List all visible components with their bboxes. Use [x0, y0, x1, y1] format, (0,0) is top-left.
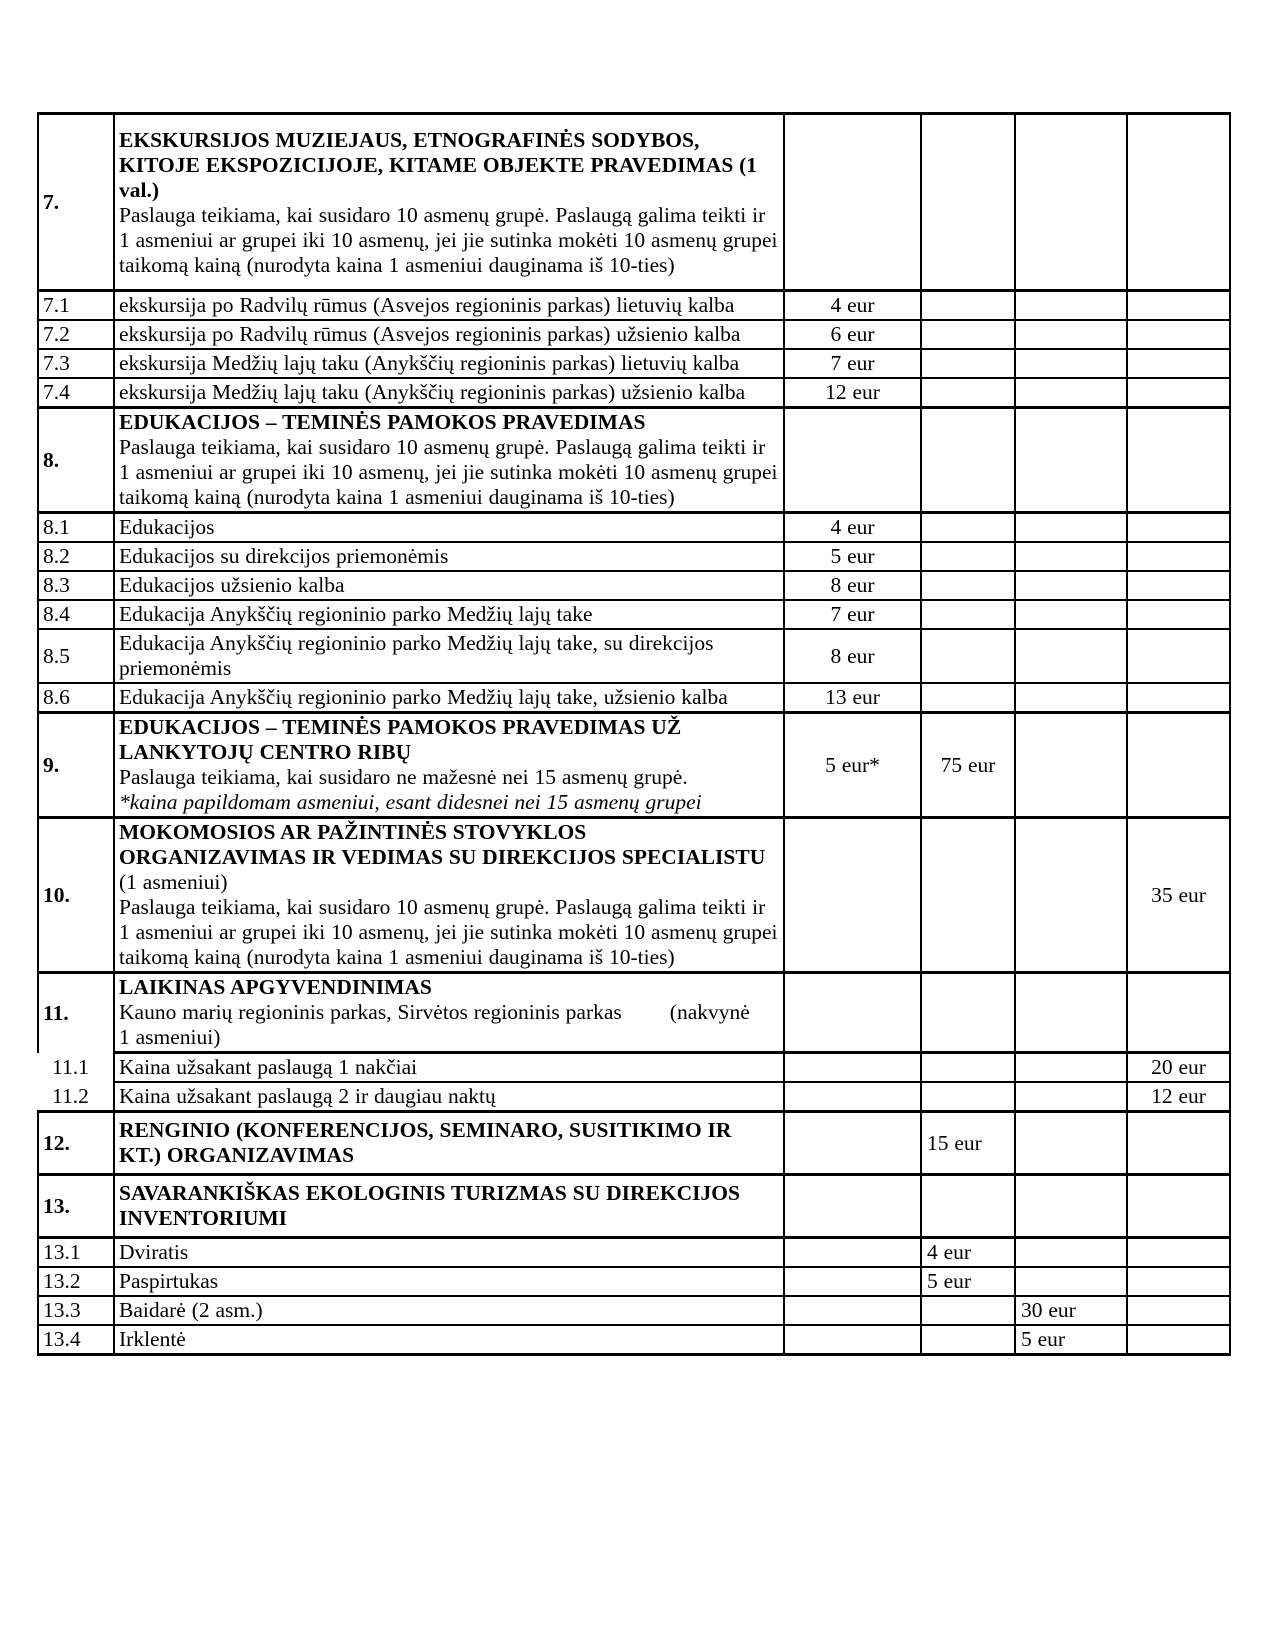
row-number-cell: 11.2	[38, 1082, 114, 1112]
price-cell-4	[1127, 1267, 1230, 1296]
price-cell-4	[1127, 378, 1230, 408]
price-cell-1	[784, 1053, 921, 1083]
price-cell-4: 35 eur	[1127, 818, 1230, 973]
description-text: Edukacijos užsienio kalba	[119, 573, 345, 597]
table-row-8.6	[38, 683, 1230, 713]
price-cell-4	[1127, 1175, 1230, 1238]
price-cell-3	[1015, 818, 1127, 973]
description-text: Edukacija Anykščių regioninio parko Medžių lajų take	[119, 602, 593, 626]
price-cell-4	[1127, 114, 1230, 291]
description-cell	[114, 818, 784, 973]
table-row-13.4	[38, 1325, 1230, 1355]
description-cell	[114, 513, 784, 543]
description-text: Edukacijos	[119, 515, 215, 539]
description-cell	[114, 349, 784, 378]
row-number-cell: 8.5	[38, 629, 114, 683]
price-cell-1	[784, 1082, 921, 1112]
description-text: Paslauga teikiama, kai susidaro ne mažesnė nei 15 asmenų grupė.	[119, 765, 688, 789]
price-cell-3	[1015, 600, 1127, 629]
price-cell-2	[921, 542, 1015, 571]
price-cell-3: 5 eur	[1015, 1325, 1127, 1355]
row-number-cell: 7.4	[38, 378, 114, 408]
price-cell-3	[1015, 408, 1127, 513]
row-number-cell: 13.3	[38, 1296, 114, 1325]
table-row-13.1	[38, 1238, 1230, 1268]
description-text: Paslauga teikiama, kai susidaro 10 asmenų grupė. Paslaugą galima teikti ir 1 asmeniui ar grupei iki 10 asmenų, jei jie sutinka mokėti 10 asmenų grupei taikomą kainą (nurodyta kaina 1 asmeniui dauginama iš 10-ties)	[119, 895, 778, 969]
price-cell-1	[784, 1325, 921, 1355]
description-text: ekskursija Medžių lajų taku (Anykščių regioninis parkas) lietuvių kalba	[119, 351, 740, 375]
row-number-cell: 7.	[38, 114, 114, 291]
description-cell	[114, 542, 784, 571]
description-text: ekskursija Medžių lajų taku (Anykščių regioninis parkas) užsienio kalba	[119, 380, 746, 404]
description-text: (nakvynė	[669, 1000, 750, 1024]
table-row-13.3	[38, 1296, 1230, 1325]
price-cell-2	[921, 513, 1015, 543]
price-cell-3: 30 eur	[1015, 1296, 1127, 1325]
price-table-body	[38, 114, 1230, 1355]
row-number-cell: 8.4	[38, 600, 114, 629]
description-text: (1 asmeniui)	[119, 870, 228, 894]
price-cell-1: 8 eur	[784, 571, 921, 600]
row-number-cell: 11.1	[38, 1053, 114, 1083]
price-cell-1: 12 eur	[784, 378, 921, 408]
description-cell	[114, 320, 784, 349]
description-title-text: RENGINIO (KONFERENCIJOS, SEMINARO, SUSITIKIMO IR KT.) ORGANIZAVIMAS	[119, 1118, 732, 1167]
table-row-8	[38, 408, 1230, 513]
table-row-7	[38, 114, 1230, 291]
description-title-text: EDUKACIJOS – TEMINĖS PAMOKOS PRAVEDIMAS UŽ LANKYTOJŲ CENTRO RIBŲ	[119, 715, 682, 764]
table-row-8.3	[38, 571, 1230, 600]
description-footnote-text: *kaina papildomam asmeniui, esant didesnei nei 15 asmenų grupei	[119, 790, 702, 814]
description-cell	[114, 683, 784, 713]
description-cell	[114, 713, 784, 818]
table-row-10	[38, 818, 1230, 973]
table-row-8.2	[38, 542, 1230, 571]
description-text: Kaina užsakant paslaugą 2 ir daugiau naktų	[119, 1084, 496, 1108]
price-cell-4	[1127, 629, 1230, 683]
price-cell-3	[1015, 1112, 1127, 1175]
description-text: ekskursija po Radvilų rūmus (Asvejos regioninis parkas) lietuvių kalba	[119, 293, 735, 317]
row-number-cell: 7.1	[38, 291, 114, 321]
description-cell	[114, 1112, 784, 1175]
description-cell	[114, 1325, 784, 1355]
price-cell-4	[1127, 1296, 1230, 1325]
price-cell-2	[921, 378, 1015, 408]
description-cell	[114, 571, 784, 600]
price-cell-3	[1015, 1238, 1127, 1268]
price-cell-1	[784, 1175, 921, 1238]
table-row-8.1	[38, 513, 1230, 543]
table-row-7.3	[38, 349, 1230, 378]
row-number-cell: 8.2	[38, 542, 114, 571]
description-title-text: EKSKURSIJOS MUZIEJAUS, ETNOGRAFINĖS SODYBOS, KITOJE EKSPOZICIJOJE, KITAME OBJEKTE PRAVEDIMAS (1 val.)	[119, 128, 758, 202]
price-cell-3	[1015, 973, 1127, 1053]
price-cell-3	[1015, 1053, 1127, 1083]
price-cell-2: 15 eur	[921, 1112, 1015, 1175]
table-row-11.2	[38, 1082, 1230, 1112]
price-cell-2	[921, 629, 1015, 683]
price-cell-2	[921, 1053, 1015, 1083]
price-cell-1	[784, 1267, 921, 1296]
row-number-cell: 7.3	[38, 349, 114, 378]
price-cell-1	[784, 1296, 921, 1325]
description-text: Paspirtukas	[119, 1269, 219, 1293]
table-row-7.4	[38, 378, 1230, 408]
price-cell-1: 4 eur	[784, 291, 921, 321]
price-cell-4	[1127, 973, 1230, 1053]
row-number-cell: 10.	[38, 818, 114, 973]
description-cell	[114, 600, 784, 629]
description-title-text: MOKOMOSIOS AR PAŽINTINĖS STOVYKLOS ORGANIZAVIMAS IR VEDIMAS SU DIREKCIJOS SPECIALISTU	[119, 820, 766, 869]
price-cell-4	[1127, 683, 1230, 713]
price-cell-4	[1127, 542, 1230, 571]
table-row-9	[38, 713, 1230, 818]
price-cell-1: 7 eur	[784, 349, 921, 378]
price-cell-2	[921, 114, 1015, 291]
price-cell-1	[784, 818, 921, 973]
row-number-cell: 13.2	[38, 1267, 114, 1296]
price-cell-3	[1015, 114, 1127, 291]
price-cell-1: 5 eur	[784, 542, 921, 571]
price-cell-1	[784, 1112, 921, 1175]
price-cell-2	[921, 1296, 1015, 1325]
price-cell-3	[1015, 1267, 1127, 1296]
price-cell-2	[921, 1325, 1015, 1355]
price-cell-3	[1015, 1082, 1127, 1112]
description-cell	[114, 408, 784, 513]
description-title-text: LAIKINAS APGYVENDINIMAS	[119, 975, 432, 999]
price-cell-2	[921, 349, 1015, 378]
price-cell-3	[1015, 571, 1127, 600]
price-cell-2	[921, 600, 1015, 629]
table-row-11.1	[38, 1053, 1230, 1083]
description-text: 1 asmeniui)	[119, 1025, 221, 1049]
price-cell-3	[1015, 320, 1127, 349]
description-text: Paslauga teikiama, kai susidaro 10 asmenų grupė. Paslaugą galima teikti ir 1 asmeniui ar grupei iki 10 asmenų, jei jie sutinka mokėti 10 asmenų grupei taikomą kainą (nurodyta kaina 1 asmeniui dauginama iš 10-ties)	[119, 203, 778, 277]
price-cell-4	[1127, 600, 1230, 629]
price-cell-1: 13 eur	[784, 683, 921, 713]
price-cell-2	[921, 1175, 1015, 1238]
description-text: Edukacija Anykščių regioninio parko Medžių lajų take, su direkcijos priemonėmis	[119, 631, 714, 680]
description-cell	[114, 114, 784, 291]
description-cell	[114, 1267, 784, 1296]
price-cell-2: 4 eur	[921, 1238, 1015, 1268]
price-cell-4	[1127, 713, 1230, 818]
description-text: ekskursija po Radvilų rūmus (Asvejos regioninis parkas) užsienio kalba	[119, 322, 741, 346]
row-number-cell: 13.4	[38, 1325, 114, 1355]
price-cell-1: 6 eur	[784, 320, 921, 349]
row-number-cell: 11.	[38, 973, 114, 1053]
price-cell-1: 5 eur*	[784, 713, 921, 818]
price-cell-2	[921, 291, 1015, 321]
price-cell-1: 8 eur	[784, 629, 921, 683]
description-text: Edukacijos su direkcijos priemonėmis	[119, 544, 449, 568]
price-cell-3	[1015, 291, 1127, 321]
price-cell-4	[1127, 349, 1230, 378]
price-cell-4	[1127, 1112, 1230, 1175]
price-cell-2	[921, 571, 1015, 600]
description-text: Paslauga teikiama, kai susidaro 10 asmenų grupė. Paslaugą galima teikti ir 1 asmeniui ar grupei iki 10 asmenų, jei jie sutinka mokėti 10 asmenų grupei taikomą kainą (nurodyta kaina 1 asmeniui dauginama iš 10-ties)	[119, 435, 778, 509]
price-cell-3	[1015, 378, 1127, 408]
row-number-cell: 7.2	[38, 320, 114, 349]
row-number-cell: 8.3	[38, 571, 114, 600]
description-text: Irklentė	[119, 1327, 186, 1351]
price-cell-4: 12 eur	[1127, 1082, 1230, 1112]
description-text: Edukacija Anykščių regioninio parko Medžių lajų take, užsienio kalba	[119, 685, 728, 709]
description-cell	[114, 378, 784, 408]
price-cell-4	[1127, 513, 1230, 543]
description-cell	[114, 973, 784, 1053]
description-text: Kauno marių regioninis parkas, Sirvėtos regioninis parkas	[119, 1000, 622, 1024]
description-cell	[114, 1238, 784, 1268]
price-cell-2	[921, 973, 1015, 1053]
price-cell-3	[1015, 349, 1127, 378]
description-cell	[114, 1082, 784, 1112]
price-cell-3	[1015, 713, 1127, 818]
description-text: Dviratis	[119, 1240, 189, 1264]
price-cell-2: 5 eur	[921, 1267, 1015, 1296]
price-cell-1	[784, 973, 921, 1053]
price-cell-1	[784, 114, 921, 291]
price-cell-1	[784, 408, 921, 513]
price-cell-3	[1015, 629, 1127, 683]
table-row-13	[38, 1175, 1230, 1238]
price-cell-4	[1127, 1325, 1230, 1355]
price-cell-4	[1127, 1238, 1230, 1268]
price-cell-3	[1015, 1175, 1127, 1238]
description-cell	[114, 1175, 784, 1238]
row-number-cell: 13.1	[38, 1238, 114, 1268]
table-row-13.2	[38, 1267, 1230, 1296]
price-cell-1: 7 eur	[784, 600, 921, 629]
table-row-11	[38, 973, 1230, 1053]
price-cell-4	[1127, 320, 1230, 349]
description-title-text: SAVARANKIŠKAS EKOLOGINIS TURIZMAS SU DIREKCIJOS INVENTORIUMI	[119, 1181, 740, 1230]
row-number-cell: 9.	[38, 713, 114, 818]
price-cell-2	[921, 320, 1015, 349]
price-cell-2	[921, 408, 1015, 513]
table-row-7.2	[38, 320, 1230, 349]
price-cell-1	[784, 1238, 921, 1268]
price-cell-3	[1015, 513, 1127, 543]
price-cell-4: 20 eur	[1127, 1053, 1230, 1083]
row-number-cell: 13.	[38, 1175, 114, 1238]
description-title-text: EDUKACIJOS – TEMINĖS PAMOKOS PRAVEDIMAS	[119, 410, 646, 434]
price-cell-4	[1127, 571, 1230, 600]
table-row-8.5	[38, 629, 1230, 683]
table-row-12	[38, 1112, 1230, 1175]
table-row-7.1	[38, 291, 1230, 321]
price-cell-3	[1015, 683, 1127, 713]
description-cell	[114, 291, 784, 321]
description-cell	[114, 629, 784, 683]
price-cell-4	[1127, 291, 1230, 321]
price-cell-2	[921, 1082, 1015, 1112]
price-cell-2	[921, 683, 1015, 713]
price-cell-3	[1015, 542, 1127, 571]
price-cell-1: 4 eur	[784, 513, 921, 543]
description-cell	[114, 1296, 784, 1325]
row-number-cell: 8.	[38, 408, 114, 513]
row-number-cell: 8.6	[38, 683, 114, 713]
row-number-cell: 8.1	[38, 513, 114, 543]
price-cell-2: 75 eur	[921, 713, 1015, 818]
description-text: Baidarė (2 asm.)	[119, 1298, 263, 1322]
row-number-cell: 12.	[38, 1112, 114, 1175]
price-cell-2	[921, 818, 1015, 973]
services-price-table	[37, 112, 1231, 1356]
description-text: Kaina užsakant paslaugą 1 nakčiai	[119, 1055, 418, 1079]
price-cell-4	[1127, 408, 1230, 513]
description-cell	[114, 1053, 784, 1083]
table-row-8.4	[38, 600, 1230, 629]
